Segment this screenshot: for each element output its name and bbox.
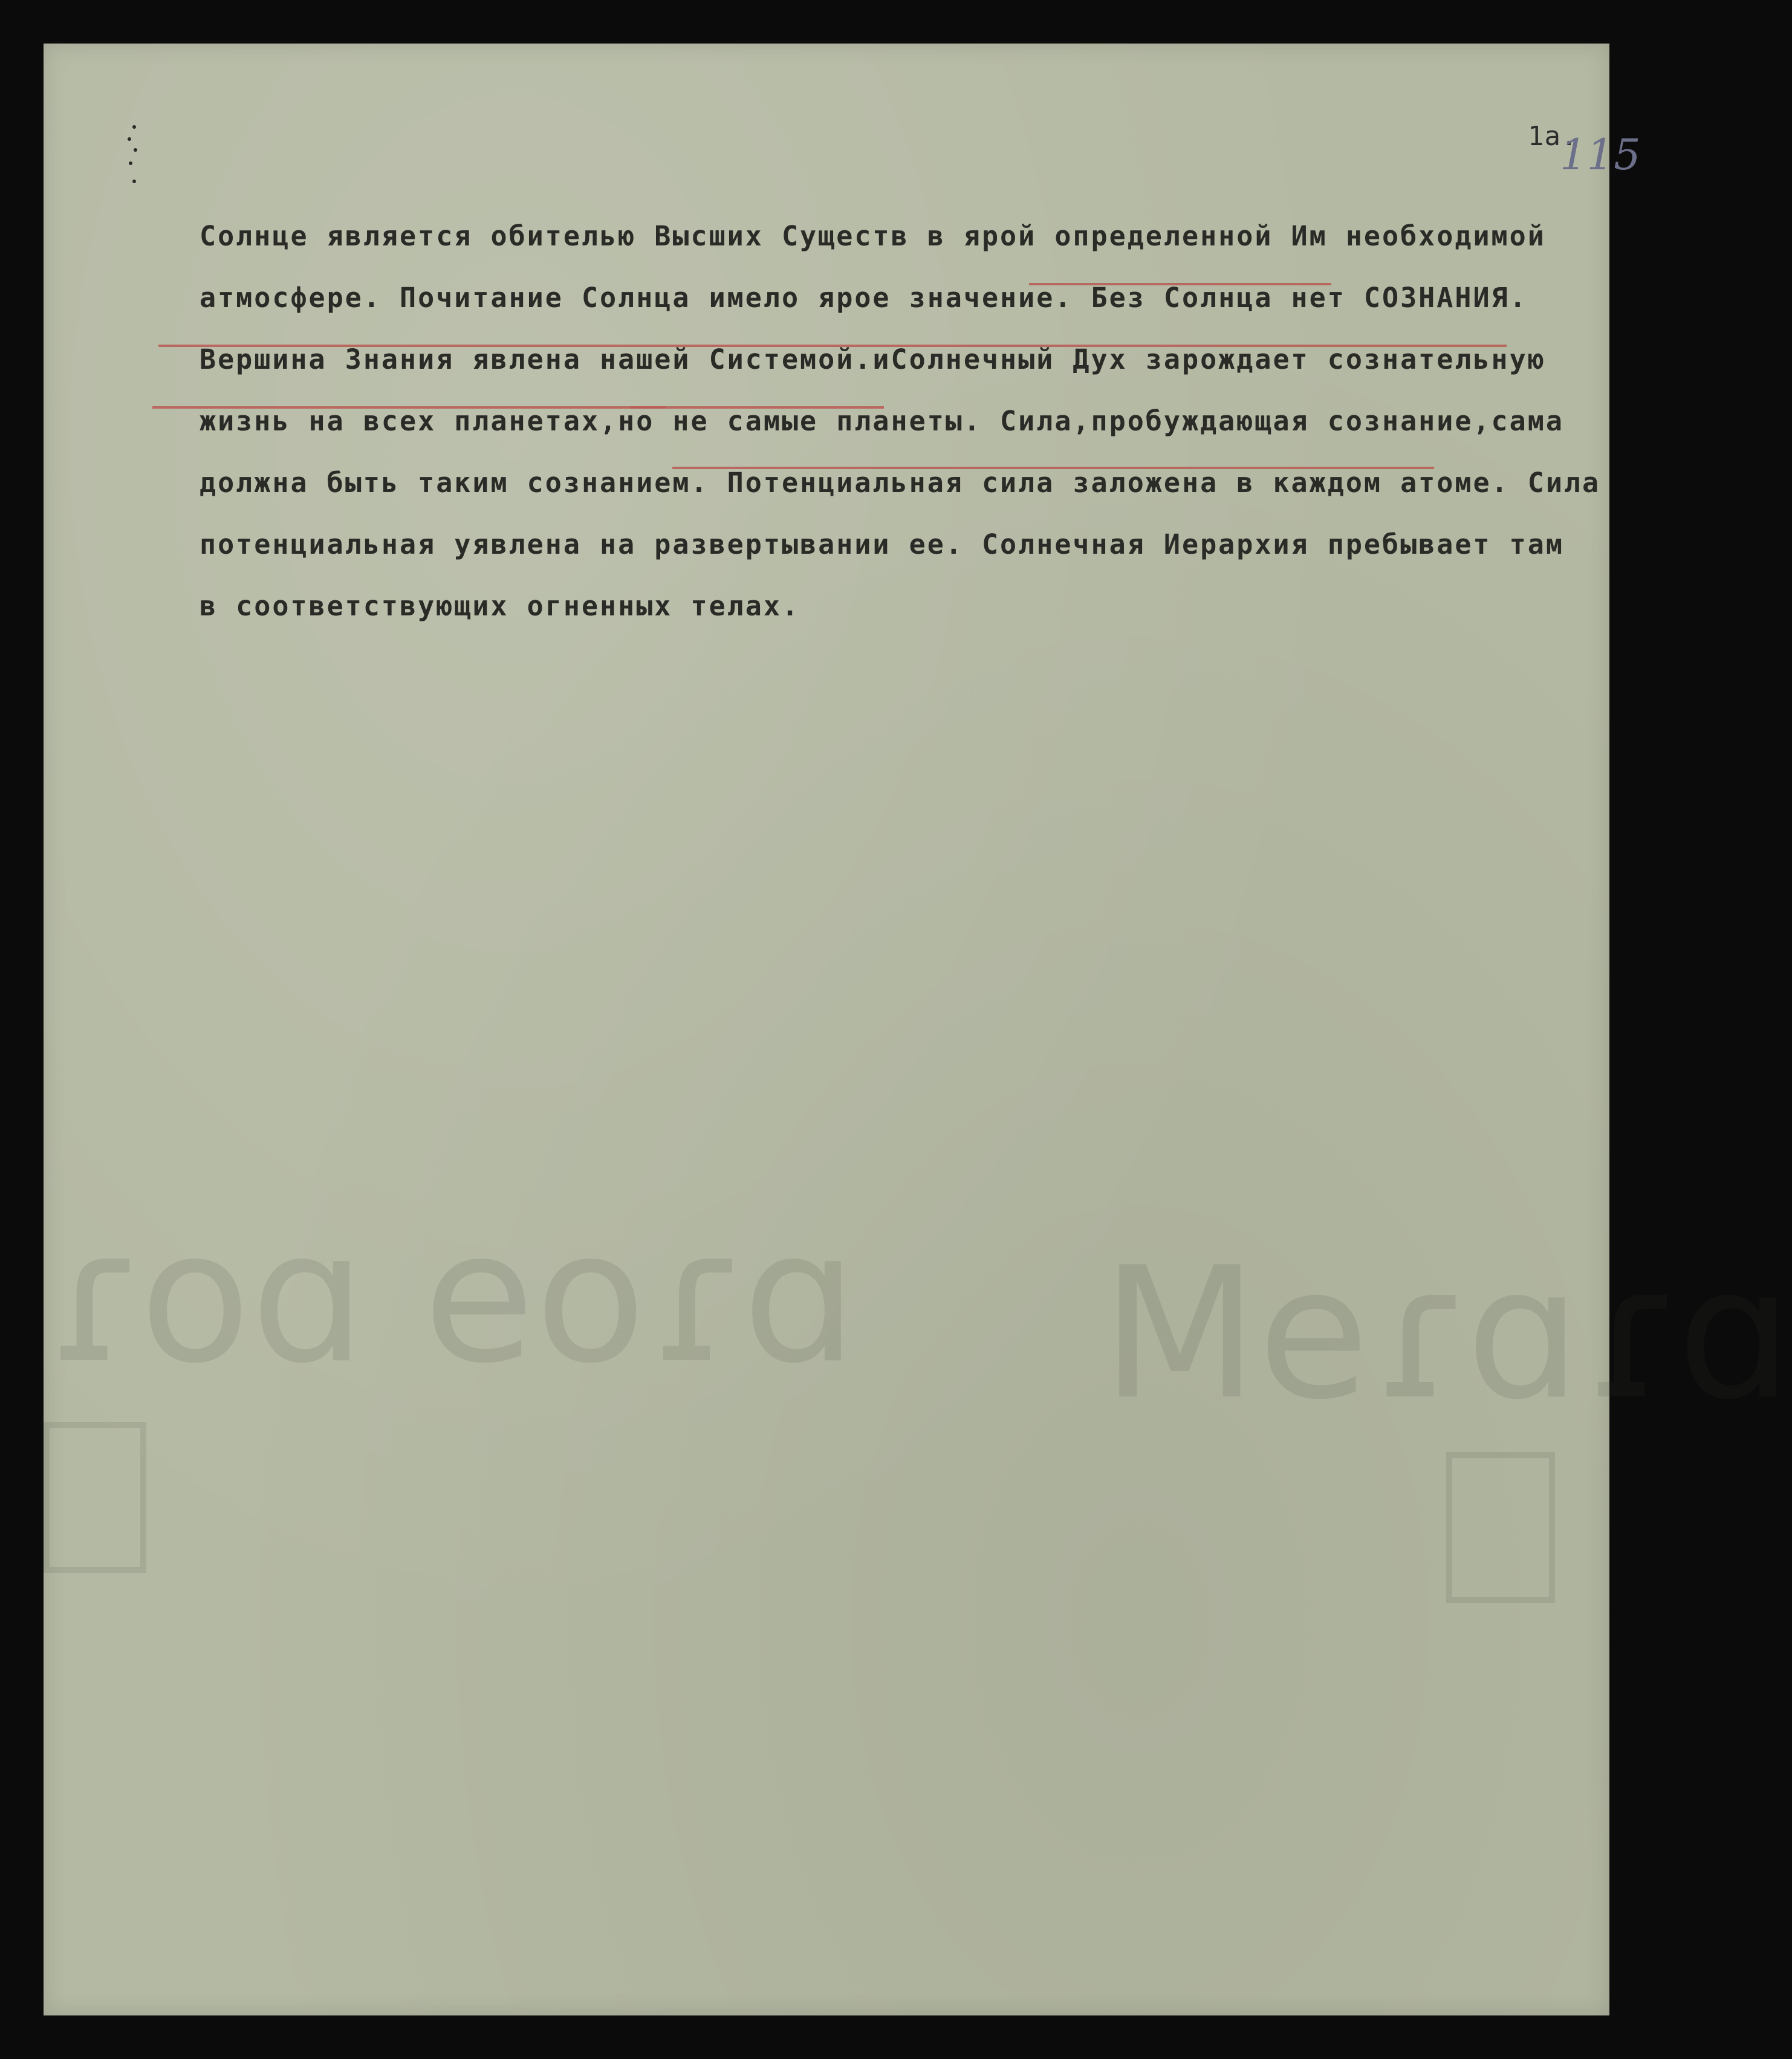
bleed-through-monogram-right <box>1446 1452 1555 1603</box>
pencil-underline-4 <box>630 406 884 409</box>
handwritten-archive-number-text: 115 <box>1560 130 1641 180</box>
text-line-6: потенциальная уявлена на развертывании ее. Солнечная Иерархия пребывает там <box>200 528 1564 560</box>
bleed-through-text-left: ɒɿoɘ ɒoɿ <box>44 1192 858 1403</box>
text-line-2: атмосфере. Почитание Солнца имело ярое значение. Без Солнца нет СОЗНАНИЯ. <box>200 282 1528 314</box>
bleed-through-text-right: ɒɿɒɿɘM <box>1102 1228 1792 1439</box>
pencil-underline-5 <box>672 467 1434 469</box>
document-page <box>44 44 1792 2015</box>
pencil-underline-1 <box>1029 283 1331 285</box>
handwritten-archive-number <box>1560 127 1641 181</box>
margin-marks <box>122 121 146 193</box>
text-line-4: жизнь на всех планетах,но не самые планеты. Сила,пробуждающая сознание,сама <box>200 405 1564 437</box>
text-line-5: должна быть таким сознанием. Потенциальная сила заложена в каждом атоме. Сила <box>200 467 1601 499</box>
body-text <box>200 206 1601 637</box>
page-number: 1a. <box>1528 121 1578 152</box>
text-line-3: Вершина Знания явлена нашей Системой.иСолнечный Дух зарождает сознательную <box>200 343 1546 375</box>
text-line-1: Солнце является обителью Высших Существ в ярой определенной Им необходимой <box>200 220 1546 252</box>
pencil-underline-2 <box>158 345 1507 347</box>
bleed-through-monogram-left <box>44 1422 146 1573</box>
text-line-7: в соответствующих огненных телах. <box>200 590 800 622</box>
pencil-underline-3 <box>152 406 666 409</box>
